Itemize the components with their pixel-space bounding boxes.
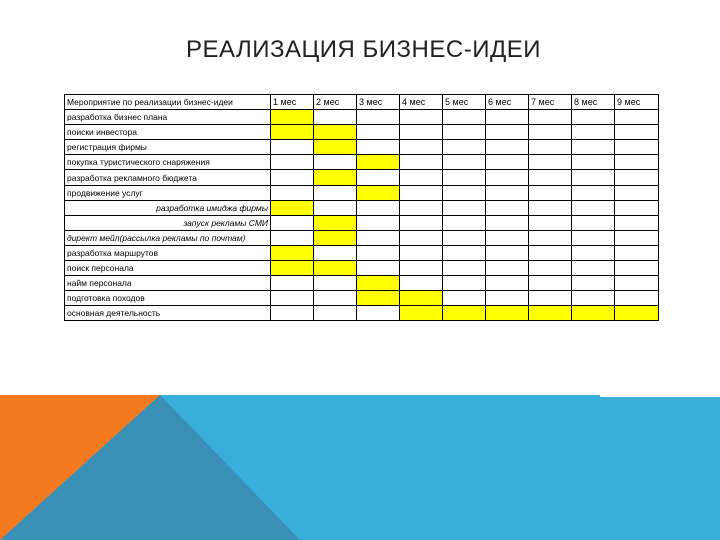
header-activity: Мероприятие по реализации бизнес-идеи: [65, 95, 271, 110]
month-cell: [486, 231, 529, 246]
decorative-footer: [0, 395, 720, 540]
month-cell: [615, 216, 659, 231]
month-cell: [486, 125, 529, 140]
month-cell: [357, 125, 400, 140]
month-cell: [357, 110, 400, 125]
header-month: 1 мес: [271, 95, 314, 110]
active-month-cell: [314, 140, 357, 155]
month-cell: [357, 261, 400, 276]
table-row: [65, 276, 659, 291]
month-cell: [271, 186, 314, 201]
table-header-row: [65, 95, 659, 110]
month-cell: [400, 201, 443, 216]
header-month: 6 мес: [486, 95, 529, 110]
month-cell: [271, 291, 314, 306]
month-cell: [529, 170, 572, 186]
month-cell: [572, 155, 615, 170]
header-month: 2 мес: [314, 95, 357, 110]
month-cell: [357, 201, 400, 216]
table-row: [65, 140, 659, 155]
task-label: поиски инвестора: [65, 125, 271, 140]
month-cell: [314, 201, 357, 216]
month-cell: [400, 231, 443, 246]
month-cell: [615, 125, 659, 140]
month-cell: [529, 125, 572, 140]
month-cell: [529, 186, 572, 201]
month-cell: [357, 231, 400, 246]
month-cell: [615, 140, 659, 155]
month-cell: [572, 291, 615, 306]
month-cell: [400, 276, 443, 291]
month-cell: [615, 186, 659, 201]
month-cell: [400, 261, 443, 276]
active-month-cell: [357, 186, 400, 201]
active-month-cell: [615, 306, 659, 321]
task-label: основная деятельность: [65, 306, 271, 321]
month-cell: [443, 110, 486, 125]
month-cell: [271, 170, 314, 186]
active-month-cell: [357, 276, 400, 291]
month-cell: [572, 231, 615, 246]
header-month: 4 мес: [400, 95, 443, 110]
month-cell: [443, 246, 486, 261]
month-cell: [615, 170, 659, 186]
month-cell: [572, 140, 615, 155]
task-label: разработка имиджа фирмы: [65, 201, 271, 216]
month-cell: [615, 110, 659, 125]
active-month-cell: [443, 306, 486, 321]
table-row: [65, 125, 659, 140]
header-month: 9 мес: [615, 95, 659, 110]
month-cell: [529, 140, 572, 155]
active-month-cell: [572, 306, 615, 321]
month-cell: [615, 291, 659, 306]
month-cell: [615, 246, 659, 261]
month-cell: [357, 140, 400, 155]
month-cell: [271, 216, 314, 231]
month-cell: [572, 125, 615, 140]
month-cell: [400, 170, 443, 186]
month-cell: [314, 276, 357, 291]
month-cell: [443, 291, 486, 306]
month-cell: [529, 231, 572, 246]
month-cell: [271, 306, 314, 321]
task-label: разработка рекламного бюджета: [65, 170, 271, 186]
table-row: [65, 306, 659, 321]
month-cell: [529, 291, 572, 306]
active-month-cell: [314, 261, 357, 276]
month-cell: [529, 246, 572, 261]
month-cell: [314, 155, 357, 170]
active-month-cell: [271, 246, 314, 261]
table-row: [65, 291, 659, 306]
month-cell: [357, 306, 400, 321]
table-row: [65, 155, 659, 170]
slide-title: РЕАЛИЗАЦИЯ БИЗНЕС-ИДЕИ: [186, 36, 541, 63]
task-label: подготовка походов: [65, 291, 271, 306]
month-cell: [400, 140, 443, 155]
task-label: поиск персонала: [65, 261, 271, 276]
task-label: покупка туристического снаряжения: [65, 155, 271, 170]
active-month-cell: [271, 261, 314, 276]
active-month-cell: [314, 170, 357, 186]
month-cell: [572, 261, 615, 276]
month-cell: [400, 246, 443, 261]
header-month: 7 мес: [529, 95, 572, 110]
month-cell: [314, 186, 357, 201]
month-cell: [314, 291, 357, 306]
month-cell: [529, 110, 572, 125]
month-cell: [529, 155, 572, 170]
header-month: 3 мес: [357, 95, 400, 110]
month-cell: [529, 261, 572, 276]
month-cell: [486, 140, 529, 155]
active-month-cell: [314, 216, 357, 231]
task-label: разработка бизнес плана: [65, 110, 271, 125]
month-cell: [314, 306, 357, 321]
month-cell: [400, 125, 443, 140]
active-month-cell: [271, 110, 314, 125]
month-cell: [443, 201, 486, 216]
month-cell: [572, 170, 615, 186]
active-month-cell: [314, 231, 357, 246]
month-cell: [400, 216, 443, 231]
month-cell: [357, 170, 400, 186]
month-cell: [443, 261, 486, 276]
month-cell: [486, 246, 529, 261]
month-cell: [486, 110, 529, 125]
month-cell: [529, 276, 572, 291]
month-cell: [400, 186, 443, 201]
task-label: продвижение услуг: [65, 186, 271, 201]
active-month-cell: [529, 306, 572, 321]
table-row: [65, 170, 659, 186]
table-row: [65, 216, 659, 231]
month-cell: [572, 246, 615, 261]
active-month-cell: [357, 155, 400, 170]
month-cell: [357, 246, 400, 261]
month-cell: [486, 261, 529, 276]
active-month-cell: [486, 306, 529, 321]
month-cell: [572, 186, 615, 201]
month-cell: [486, 291, 529, 306]
month-cell: [314, 110, 357, 125]
month-cell: [443, 276, 486, 291]
month-cell: [271, 155, 314, 170]
active-month-cell: [357, 291, 400, 306]
month-cell: [314, 246, 357, 261]
month-cell: [400, 110, 443, 125]
month-cell: [486, 216, 529, 231]
active-month-cell: [271, 201, 314, 216]
active-month-cell: [271, 125, 314, 140]
active-month-cell: [314, 125, 357, 140]
task-label: регистрация фирмы: [65, 140, 271, 155]
header-month: 8 мес: [572, 95, 615, 110]
month-cell: [443, 186, 486, 201]
task-label: разработка маршрутов: [65, 246, 271, 261]
month-cell: [443, 155, 486, 170]
task-label: директ мейл(рассылка рекламы по почтам): [65, 231, 271, 246]
month-cell: [271, 231, 314, 246]
header-month: 5 мес: [443, 95, 486, 110]
active-month-cell: [400, 291, 443, 306]
month-cell: [615, 201, 659, 216]
table-row: [65, 110, 659, 125]
month-cell: [486, 186, 529, 201]
month-cell: [529, 201, 572, 216]
month-cell: [486, 201, 529, 216]
white-edge-strip: [600, 395, 720, 397]
month-cell: [572, 216, 615, 231]
table-row: [65, 186, 659, 201]
active-month-cell: [400, 306, 443, 321]
month-cell: [486, 170, 529, 186]
month-cell: [271, 276, 314, 291]
task-label: найм персонала: [65, 276, 271, 291]
task-label: запуск рекламы СМИ: [65, 216, 271, 231]
month-cell: [572, 201, 615, 216]
month-cell: [443, 140, 486, 155]
month-cell: [271, 140, 314, 155]
table-row: [65, 201, 659, 216]
month-cell: [443, 216, 486, 231]
month-cell: [400, 155, 443, 170]
gantt-table: [64, 94, 659, 321]
month-cell: [529, 216, 572, 231]
month-cell: [572, 110, 615, 125]
month-cell: [572, 276, 615, 291]
month-cell: [615, 155, 659, 170]
table-row: [65, 246, 659, 261]
month-cell: [486, 276, 529, 291]
month-cell: [443, 125, 486, 140]
month-cell: [615, 261, 659, 276]
month-cell: [615, 231, 659, 246]
table-row: [65, 231, 659, 246]
month-cell: [486, 155, 529, 170]
table-row: [65, 261, 659, 276]
month-cell: [443, 231, 486, 246]
month-cell: [357, 216, 400, 231]
month-cell: [615, 276, 659, 291]
month-cell: [443, 170, 486, 186]
